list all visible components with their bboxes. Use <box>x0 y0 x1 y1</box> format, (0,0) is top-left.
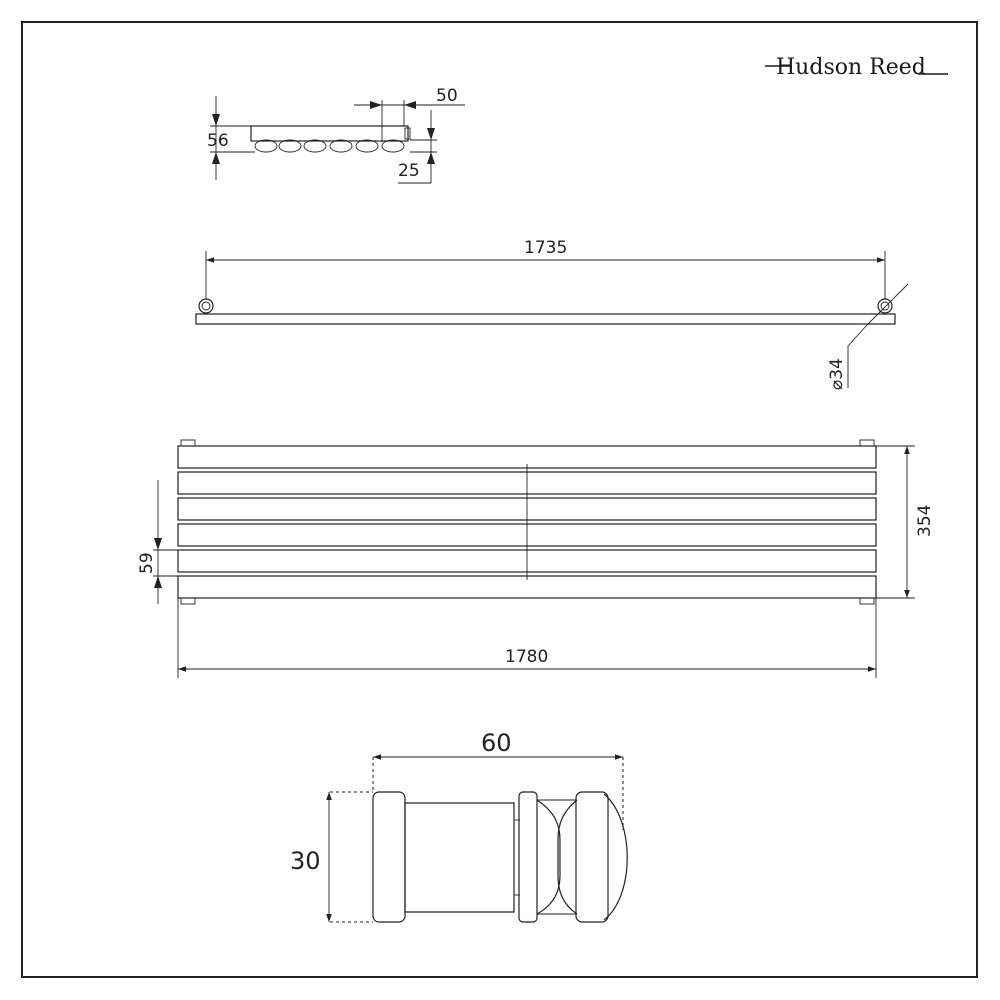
bracket-cap <box>576 792 608 922</box>
brand-logo <box>765 55 948 80</box>
bracket-collar <box>519 792 537 922</box>
top-view <box>207 86 465 183</box>
bracket-body <box>405 803 514 912</box>
side-view-body <box>196 314 895 324</box>
dim-detail-height: 30 <box>290 847 321 875</box>
side-view <box>196 238 908 390</box>
detail-view <box>290 729 627 922</box>
drawing-border <box>22 22 977 977</box>
right-pipe-connection <box>878 299 892 313</box>
dim-detail-width: 60 <box>481 729 512 757</box>
wall-plate <box>373 792 405 922</box>
brand-name: Hudson Reed <box>776 55 926 80</box>
dim-pipe-centres: 1735 <box>524 238 568 258</box>
top-view-body <box>251 126 408 141</box>
dim-pipe-diameter: ⌀34 <box>827 358 847 390</box>
dim-offset: 25 <box>398 161 420 181</box>
dim-width: 1780 <box>505 647 549 667</box>
mounting-brackets <box>181 440 874 604</box>
panel-gap-lines <box>195 464 860 580</box>
dim-height: 354 <box>915 504 935 537</box>
bracket-neck <box>537 800 560 914</box>
dim-spacing: 50 <box>436 86 458 106</box>
front-view <box>137 440 935 678</box>
left-pipe-connection <box>199 299 213 313</box>
dim-panel-pitch: 59 <box>137 552 157 574</box>
dim-depth: 56 <box>207 131 229 151</box>
